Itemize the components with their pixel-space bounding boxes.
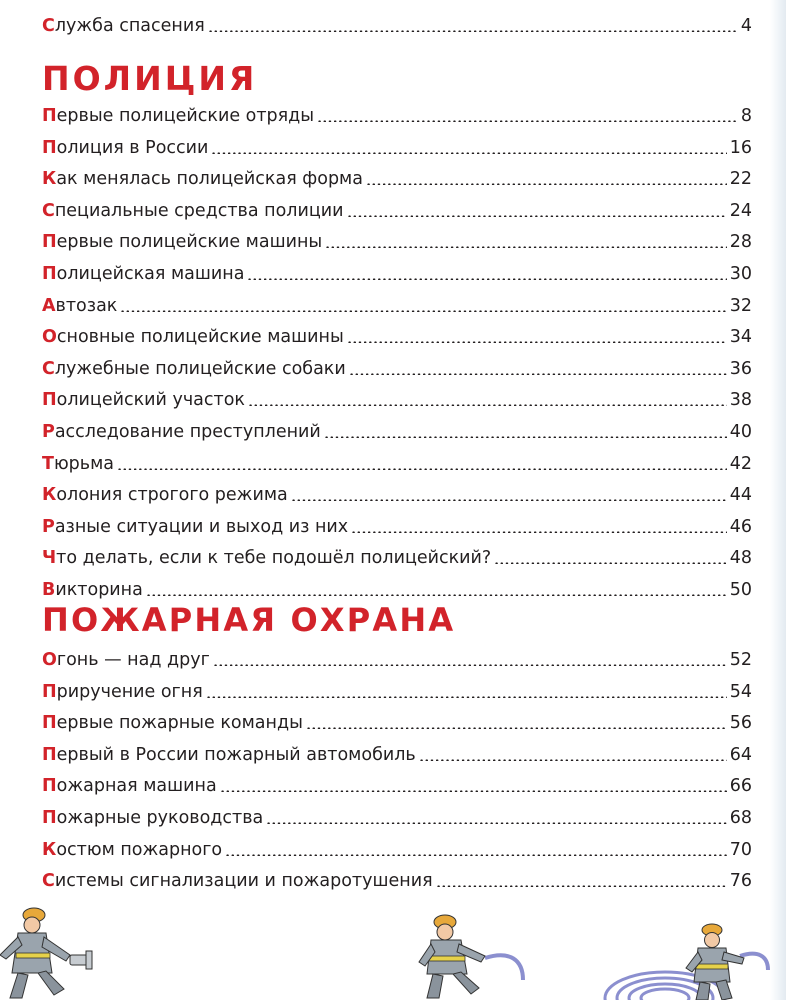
- toc-entry-initial: С: [42, 358, 55, 379]
- toc-entry-page-number: 44: [729, 485, 752, 506]
- toc-entry-page-number: 8: [740, 106, 752, 126]
- toc-entry-title-rest: олицейский участок: [56, 390, 245, 411]
- toc-entry-initial: П: [42, 744, 57, 765]
- toc-entry-title-rest: ак менялась полицейская форма: [56, 169, 363, 190]
- toc-entry-title: [42, 229, 322, 255]
- dot-leader: [146, 594, 727, 596]
- toc-entry[interactable]: [42, 135, 752, 161]
- dot-leader: [436, 885, 727, 887]
- dot-leader: [206, 696, 727, 698]
- toc-entry-title: [42, 545, 491, 571]
- section-heading-police: ПОЛИЦИЯ: [42, 59, 258, 98]
- dot-leader: [220, 790, 727, 792]
- toc-entry-page-number: 30: [729, 264, 752, 284]
- toc-entry-initial: Ч: [42, 548, 57, 569]
- toc-entry-page-number: 40: [729, 422, 752, 442]
- illustration-strip: [0, 895, 770, 1000]
- toc-entry[interactable]: [42, 773, 752, 799]
- toc-entry-title: [42, 710, 303, 736]
- toc-entry-page-number: 22: [729, 169, 752, 190]
- toc-entry-initial: С: [42, 871, 55, 892]
- toc-entry-initial: С: [42, 16, 55, 36]
- toc-entry-initial: К: [42, 485, 57, 506]
- toc-entry-page-number: 52: [729, 650, 752, 670]
- toc-entry-title-rest: икторина: [55, 580, 143, 600]
- toc-entry-initial: О: [42, 327, 57, 348]
- toc-entry-initial: А: [42, 295, 56, 316]
- toc-entry-title: [42, 261, 244, 287]
- toc-entry[interactable]: [42, 419, 752, 445]
- toc-entry-title: [42, 103, 314, 129]
- toc-entry-title-rest: ожарная машина: [56, 776, 217, 797]
- toc-entry-title-rest: асследование преступлений: [54, 422, 321, 442]
- dot-leader: [349, 373, 727, 375]
- toc-entry-title-rest: остюм пожарного: [56, 839, 223, 860]
- toc-entry[interactable]: [42, 482, 752, 508]
- toc-entry-title: [42, 419, 321, 445]
- toc-entry[interactable]: [42, 387, 752, 413]
- dot-leader: [494, 562, 726, 564]
- dot-leader: [317, 120, 738, 122]
- toc-entry-page-number: 70: [729, 839, 752, 860]
- toc-entry-title: [42, 135, 208, 161]
- toc-entry[interactable]: [42, 166, 752, 192]
- toc-entry-page-number: 54: [729, 681, 752, 702]
- toc-entry[interactable]: [42, 710, 752, 736]
- toc-entry-title-rest: юрьма: [53, 453, 115, 474]
- toc-entry-page-number: 4: [740, 16, 752, 36]
- toc-entry-initial: П: [42, 776, 57, 797]
- toc-entry[interactable]: [42, 514, 752, 540]
- dot-leader: [324, 436, 727, 438]
- firefighter-icon: [0, 903, 100, 1000]
- toc-entry-title-rest: гонь — над друг: [56, 650, 210, 670]
- dot-leader: [117, 468, 727, 470]
- toc-entry-title: [42, 837, 222, 863]
- toc-entry[interactable]: [42, 261, 752, 287]
- firefighter-holding-hose-icon: [680, 920, 770, 1000]
- toc-entry-title-rest: риручение огня: [56, 681, 203, 702]
- toc-entry-initial: П: [42, 106, 57, 126]
- toc-entry[interactable]: [42, 545, 752, 571]
- toc-entry[interactable]: [42, 324, 752, 350]
- toc-entry-initial: С: [42, 200, 55, 221]
- dot-leader: [208, 30, 738, 32]
- toc-entry-page-number: 64: [729, 744, 752, 765]
- toc-entry-title-rest: олония строгого режима: [56, 485, 288, 506]
- page-edge-shadow: [770, 0, 786, 1000]
- toc-entry-initial: Т: [42, 453, 54, 474]
- toc-entry[interactable]: [42, 229, 752, 255]
- toc-entry[interactable]: [42, 198, 752, 224]
- toc-entry-title-rest: истемы сигнализации и пожаротушения: [54, 871, 433, 892]
- toc-entry[interactable]: [42, 356, 752, 382]
- toc-entry-title-rest: олицейская машина: [56, 264, 245, 284]
- toc-entry-title: [42, 868, 433, 894]
- toc-entry-title-rest: то делать, если к тебе подошёл полицейский?: [56, 548, 492, 569]
- toc-entry-page-number: 50: [729, 580, 752, 600]
- toc-entry-rescue-service[interactable]: [42, 13, 752, 39]
- dot-leader: [347, 341, 727, 343]
- toc-entry-page-number: 32: [729, 295, 752, 316]
- toc-entry[interactable]: [42, 837, 752, 863]
- toc-entry-page-number: 56: [729, 713, 752, 734]
- toc-entry-title: [42, 679, 203, 705]
- toc-entry-initial: П: [42, 137, 57, 158]
- dot-leader: [366, 183, 727, 185]
- dot-leader: [291, 499, 727, 501]
- toc-entry-title: [42, 773, 217, 799]
- toc-entry-page-number: 46: [729, 516, 752, 537]
- dot-leader: [211, 152, 726, 154]
- dot-leader: [213, 664, 727, 666]
- toc-entry-initial: Р: [42, 516, 55, 537]
- dot-leader: [325, 246, 727, 248]
- toc-entry-page-number: 66: [729, 776, 752, 797]
- toc-entry-initial: П: [42, 232, 57, 253]
- dot-leader: [225, 854, 727, 856]
- toc-entry-title-rest: ервый в России пожарный автомобиль: [56, 744, 416, 765]
- toc-entry[interactable]: [42, 742, 752, 768]
- toc-entry-page-number: 76: [729, 871, 752, 892]
- toc-entry-initial: П: [42, 713, 57, 734]
- toc-entry[interactable]: [42, 679, 752, 705]
- toc-entry-title-rest: ервые пожарные команды: [56, 713, 303, 734]
- toc-entry-title-rest: олиция в России: [56, 137, 209, 158]
- toc-entry-title: [42, 514, 348, 540]
- dot-leader: [248, 404, 727, 406]
- firefighter-running-icon: [415, 910, 525, 1000]
- toc-entry-page-number: 38: [729, 390, 752, 411]
- toc-entry-page-number: 68: [729, 808, 752, 828]
- toc-entry-initial: П: [42, 390, 57, 411]
- dot-leader: [266, 822, 726, 824]
- toc-entry-page-number: 48: [729, 548, 752, 569]
- toc-entry-initial: П: [42, 681, 57, 702]
- dot-leader: [351, 531, 727, 533]
- toc-entry-page-number: 16: [729, 137, 752, 158]
- toc-entry-title: [42, 356, 346, 382]
- toc-entry-title: [42, 742, 416, 768]
- toc-entry-title-rest: пециальные средства полиции: [54, 200, 344, 221]
- dot-leader: [120, 310, 726, 312]
- toc-entry[interactable]: [42, 103, 752, 129]
- toc-entry-title-rest: лужебные полицейские собаки: [54, 358, 346, 379]
- toc-entry[interactable]: [42, 451, 752, 477]
- toc-entry-title-rest: ервые полицейские машины: [56, 232, 323, 253]
- toc-entry-initial: П: [42, 264, 57, 284]
- toc-entry-page-number: 42: [729, 453, 752, 474]
- toc-entry-page-number: 36: [729, 358, 752, 379]
- toc-entry-title-rest: ожарные руководства: [56, 808, 264, 828]
- toc-entry-title-rest: азные ситуации и выход из них: [54, 516, 349, 537]
- toc-entry-title-rest: сновные полицейские машины: [56, 327, 344, 348]
- toc-entry-page-number: 28: [729, 232, 752, 253]
- toc-entry-title: [42, 324, 344, 350]
- toc-entry-title-rest: втозак: [55, 295, 118, 316]
- dot-leader: [247, 278, 726, 280]
- toc-entry-title: [42, 647, 210, 673]
- toc-entry-title: [42, 13, 205, 39]
- toc-entry-initial: Р: [42, 422, 55, 442]
- toc-entry-title: [42, 293, 117, 319]
- toc-entry[interactable]: [42, 293, 752, 319]
- toc-entry-title: [42, 387, 245, 413]
- toc-entry-title: [42, 451, 114, 477]
- dot-leader: [306, 727, 727, 729]
- toc-entry-title: [42, 166, 363, 192]
- toc-entry[interactable]: [42, 805, 752, 831]
- toc-entry-initial: К: [42, 169, 57, 190]
- dot-leader: [419, 759, 727, 761]
- toc-entry-initial: О: [42, 650, 57, 670]
- toc-entry[interactable]: [42, 647, 752, 673]
- toc-entry[interactable]: [42, 868, 752, 894]
- toc-entry-initial: В: [42, 580, 56, 600]
- dot-leader: [347, 215, 727, 217]
- toc-entry-page-number: 24: [729, 200, 752, 221]
- section-heading-fire: ПОЖАРНАЯ ОХРАНА: [42, 601, 456, 639]
- toc-entry-page-number: 34: [729, 327, 752, 348]
- toc-entry-title: [42, 805, 263, 831]
- toc-entry-initial: К: [42, 839, 57, 860]
- toc-entry-title-rest: лужба спасения: [54, 16, 205, 36]
- toc-entry-title: [42, 198, 344, 224]
- toc-entry-title: [42, 482, 288, 508]
- toc-entry-initial: П: [42, 808, 57, 828]
- toc-entry-title-rest: ервые полицейские отряды: [56, 106, 315, 126]
